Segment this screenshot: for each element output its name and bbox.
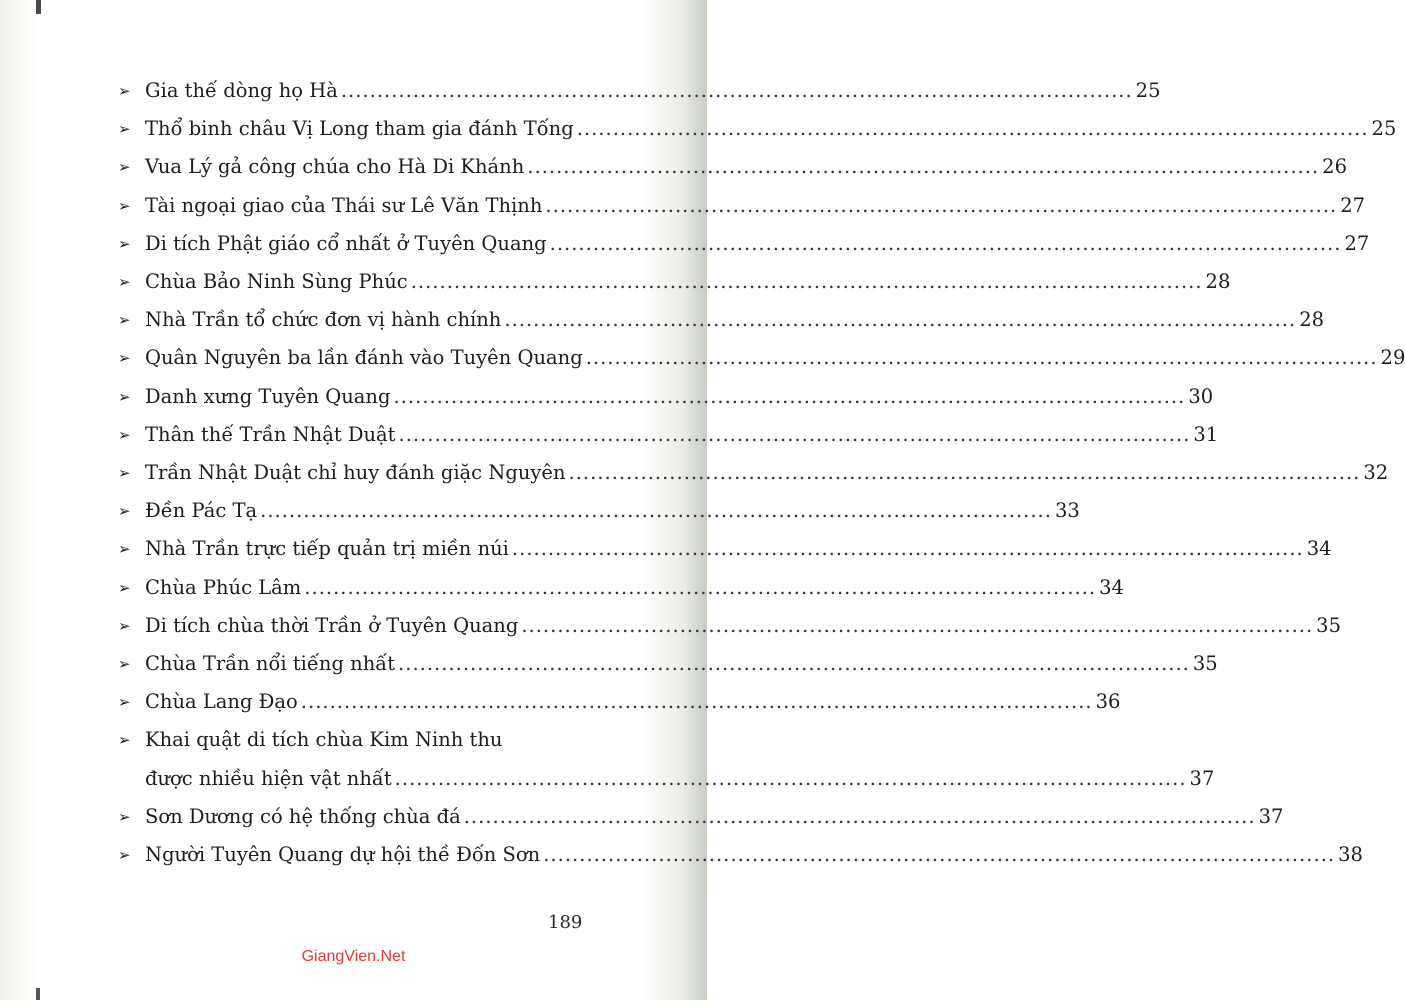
arrow-bullet-icon: ➢ bbox=[118, 196, 131, 215]
toc-entry-title: Di tích chùa thời Trần ở Tuyên Quang bbox=[145, 613, 519, 637]
toc-entry-title: Gia thế dòng họ Hà bbox=[145, 79, 338, 102]
toc-entry-page: 31 bbox=[1193, 422, 1219, 446]
arrow-bullet-icon: ➢ bbox=[118, 82, 131, 100]
toc-entry-page: 35 bbox=[1316, 613, 1341, 637]
toc-entry[interactable] bbox=[118, 301, 1325, 339]
toc-entry-title: Nhà Trần trực tiếp quản trị miền núi bbox=[145, 537, 509, 561]
toc-entry-title: Chùa Trần nổi tiếng nhất bbox=[145, 652, 396, 676]
dot-leader bbox=[341, 72, 1133, 110]
toc-entry[interactable] bbox=[118, 683, 1121, 721]
toc-entry-title: Khai quật di tích chùa Kim Ninh thu bbox=[145, 728, 503, 752]
page-number: 189 bbox=[548, 912, 583, 933]
toc-entry[interactable] bbox=[118, 187, 1366, 225]
arrow-bullet-icon: ➢ bbox=[118, 578, 131, 597]
toc-entry[interactable] bbox=[118, 569, 1124, 607]
toc-entry[interactable] bbox=[118, 225, 1370, 263]
arrow-bullet-icon: ➢ bbox=[118, 540, 131, 559]
table-of-contents bbox=[118, 72, 1405, 874]
toc-entry-page: 25 bbox=[1371, 117, 1397, 141]
arrow-bullet-icon: ➢ bbox=[118, 425, 131, 444]
toc-entry-page: 35 bbox=[1192, 652, 1218, 676]
toc-entry[interactable] bbox=[118, 492, 1080, 530]
toc-entry[interactable] bbox=[118, 798, 1284, 836]
arrow-bullet-icon: ➢ bbox=[118, 120, 131, 139]
toc-entry-page: 29 bbox=[1380, 346, 1405, 370]
toc-entry-title: Sơn Dương có hệ thống chùa đá bbox=[145, 804, 461, 828]
toc-entry-page: 27 bbox=[1340, 193, 1366, 217]
arrow-bullet-icon: ➢ bbox=[118, 158, 131, 177]
toc-entry-title: Danh xưng Tuyên Quang bbox=[145, 384, 391, 408]
dot-leader bbox=[464, 798, 1256, 836]
arrow-bullet-icon: ➢ bbox=[118, 349, 131, 368]
toc-entry[interactable] bbox=[118, 339, 1405, 377]
toc-entry[interactable] bbox=[118, 72, 1161, 110]
toc-entry-title: Người Tuyên Quang dự hội thề Đốn Sơn bbox=[145, 843, 541, 867]
dot-leader bbox=[512, 530, 1304, 568]
toc-entry[interactable] bbox=[118, 263, 1231, 301]
toc-entry-page: 37 bbox=[1258, 804, 1284, 828]
scan-corner-mark-bottom bbox=[36, 988, 40, 1000]
arrow-bullet-icon: ➢ bbox=[118, 311, 131, 330]
arrow-bullet-icon: ➢ bbox=[118, 502, 131, 521]
dot-leader bbox=[260, 492, 1052, 530]
arrow-bullet-icon: ➢ bbox=[118, 464, 131, 483]
dot-leader bbox=[545, 187, 1337, 225]
dot-leader bbox=[550, 225, 1342, 263]
toc-entry-title: Vua Lý gả công chúa cho Hà Di Khánh bbox=[145, 155, 525, 179]
toc-entry-title: Quân Nguyên ba lần đánh vào Tuyên Quang bbox=[145, 346, 583, 370]
toc-entry-title: Chùa Lang Đạo bbox=[145, 690, 298, 714]
toc-entry-page: 34 bbox=[1306, 537, 1332, 561]
toc-entry[interactable] bbox=[118, 721, 1215, 797]
toc-entry[interactable] bbox=[118, 530, 1332, 568]
dot-leader bbox=[398, 645, 1190, 683]
scan-corner-mark bbox=[36, 0, 41, 14]
dot-leader bbox=[569, 454, 1361, 492]
toc-entry-page: 37 bbox=[1189, 766, 1215, 790]
arrow-bullet-icon: ➢ bbox=[118, 846, 131, 865]
toc-entry-title: Nhà Trần tổ chức đơn vị hành chính bbox=[145, 308, 502, 332]
dot-leader bbox=[586, 339, 1378, 377]
dot-leader bbox=[399, 416, 1191, 454]
arrow-bullet-icon: ➢ bbox=[118, 693, 131, 712]
arrow-bullet-icon: ➢ bbox=[118, 616, 131, 635]
toc-entry-title: Trần Nhật Duật chỉ huy đánh giặc Nguyên bbox=[145, 461, 566, 485]
toc-entry-page: 28 bbox=[1205, 270, 1231, 294]
watermark[interactable]: GiangVien.Net bbox=[301, 948, 406, 965]
dot-leader bbox=[521, 607, 1313, 645]
toc-entry-page: 27 bbox=[1344, 231, 1370, 255]
toc-entry-page: 38 bbox=[1338, 843, 1363, 867]
toc-entry-page: 25 bbox=[1135, 79, 1161, 102]
arrow-bullet-icon: ➢ bbox=[118, 273, 131, 292]
toc-entry[interactable] bbox=[118, 645, 1218, 683]
toc-entry-page: 28 bbox=[1299, 308, 1325, 332]
dot-leader bbox=[577, 110, 1369, 148]
toc-entry-title: Chùa Phúc Lâm bbox=[145, 575, 302, 599]
toc-entry[interactable] bbox=[118, 110, 1397, 148]
toc-entry[interactable] bbox=[118, 378, 1214, 416]
dot-leader bbox=[543, 836, 1335, 874]
dot-leader bbox=[411, 263, 1203, 301]
toc-entry[interactable] bbox=[118, 607, 1341, 645]
dot-leader bbox=[304, 569, 1096, 607]
arrow-bullet-icon: ➢ bbox=[118, 807, 131, 826]
toc-entry-page: 36 bbox=[1095, 690, 1121, 714]
toc-entry-page: 30 bbox=[1188, 384, 1214, 408]
arrow-bullet-icon: ➢ bbox=[118, 655, 131, 674]
dot-leader bbox=[504, 301, 1296, 339]
toc-entry[interactable] bbox=[118, 836, 1363, 874]
toc-entry-page: 34 bbox=[1099, 575, 1124, 599]
toc-entry-page: 33 bbox=[1054, 499, 1080, 523]
arrow-bullet-icon: ➢ bbox=[118, 731, 131, 750]
toc-entry-title-continued: được nhiều hiện vật nhất bbox=[145, 766, 392, 790]
dot-leader bbox=[395, 760, 1187, 798]
dot-leader bbox=[393, 378, 1185, 416]
toc-entry-title: Tài ngoại giao của Thái sư Lê Văn Thịnh bbox=[145, 193, 543, 217]
arrow-bullet-icon: ➢ bbox=[118, 387, 131, 406]
toc-entry-title: Di tích Phật giáo cổ nhất ở Tuyên Quang bbox=[145, 231, 547, 255]
toc-entry-page: 26 bbox=[1322, 155, 1347, 179]
toc-entry[interactable] bbox=[118, 454, 1389, 492]
toc-entry-title: Thân thế Trần Nhật Duật bbox=[145, 422, 396, 446]
toc-entry-title: Đền Pác Tạ bbox=[145, 499, 258, 523]
arrow-bullet-icon: ➢ bbox=[118, 234, 131, 253]
toc-entry-page: 32 bbox=[1363, 461, 1389, 485]
toc-entry[interactable] bbox=[118, 416, 1219, 454]
toc-entry[interactable] bbox=[118, 148, 1347, 186]
dot-leader bbox=[301, 683, 1093, 721]
dot-leader bbox=[527, 148, 1319, 186]
toc-entry-title: Chùa Bảo Ninh Sùng Phúc bbox=[145, 270, 408, 294]
toc-entry-title: Thổ binh châu Vị Long tham gia đánh Tống bbox=[145, 117, 574, 141]
